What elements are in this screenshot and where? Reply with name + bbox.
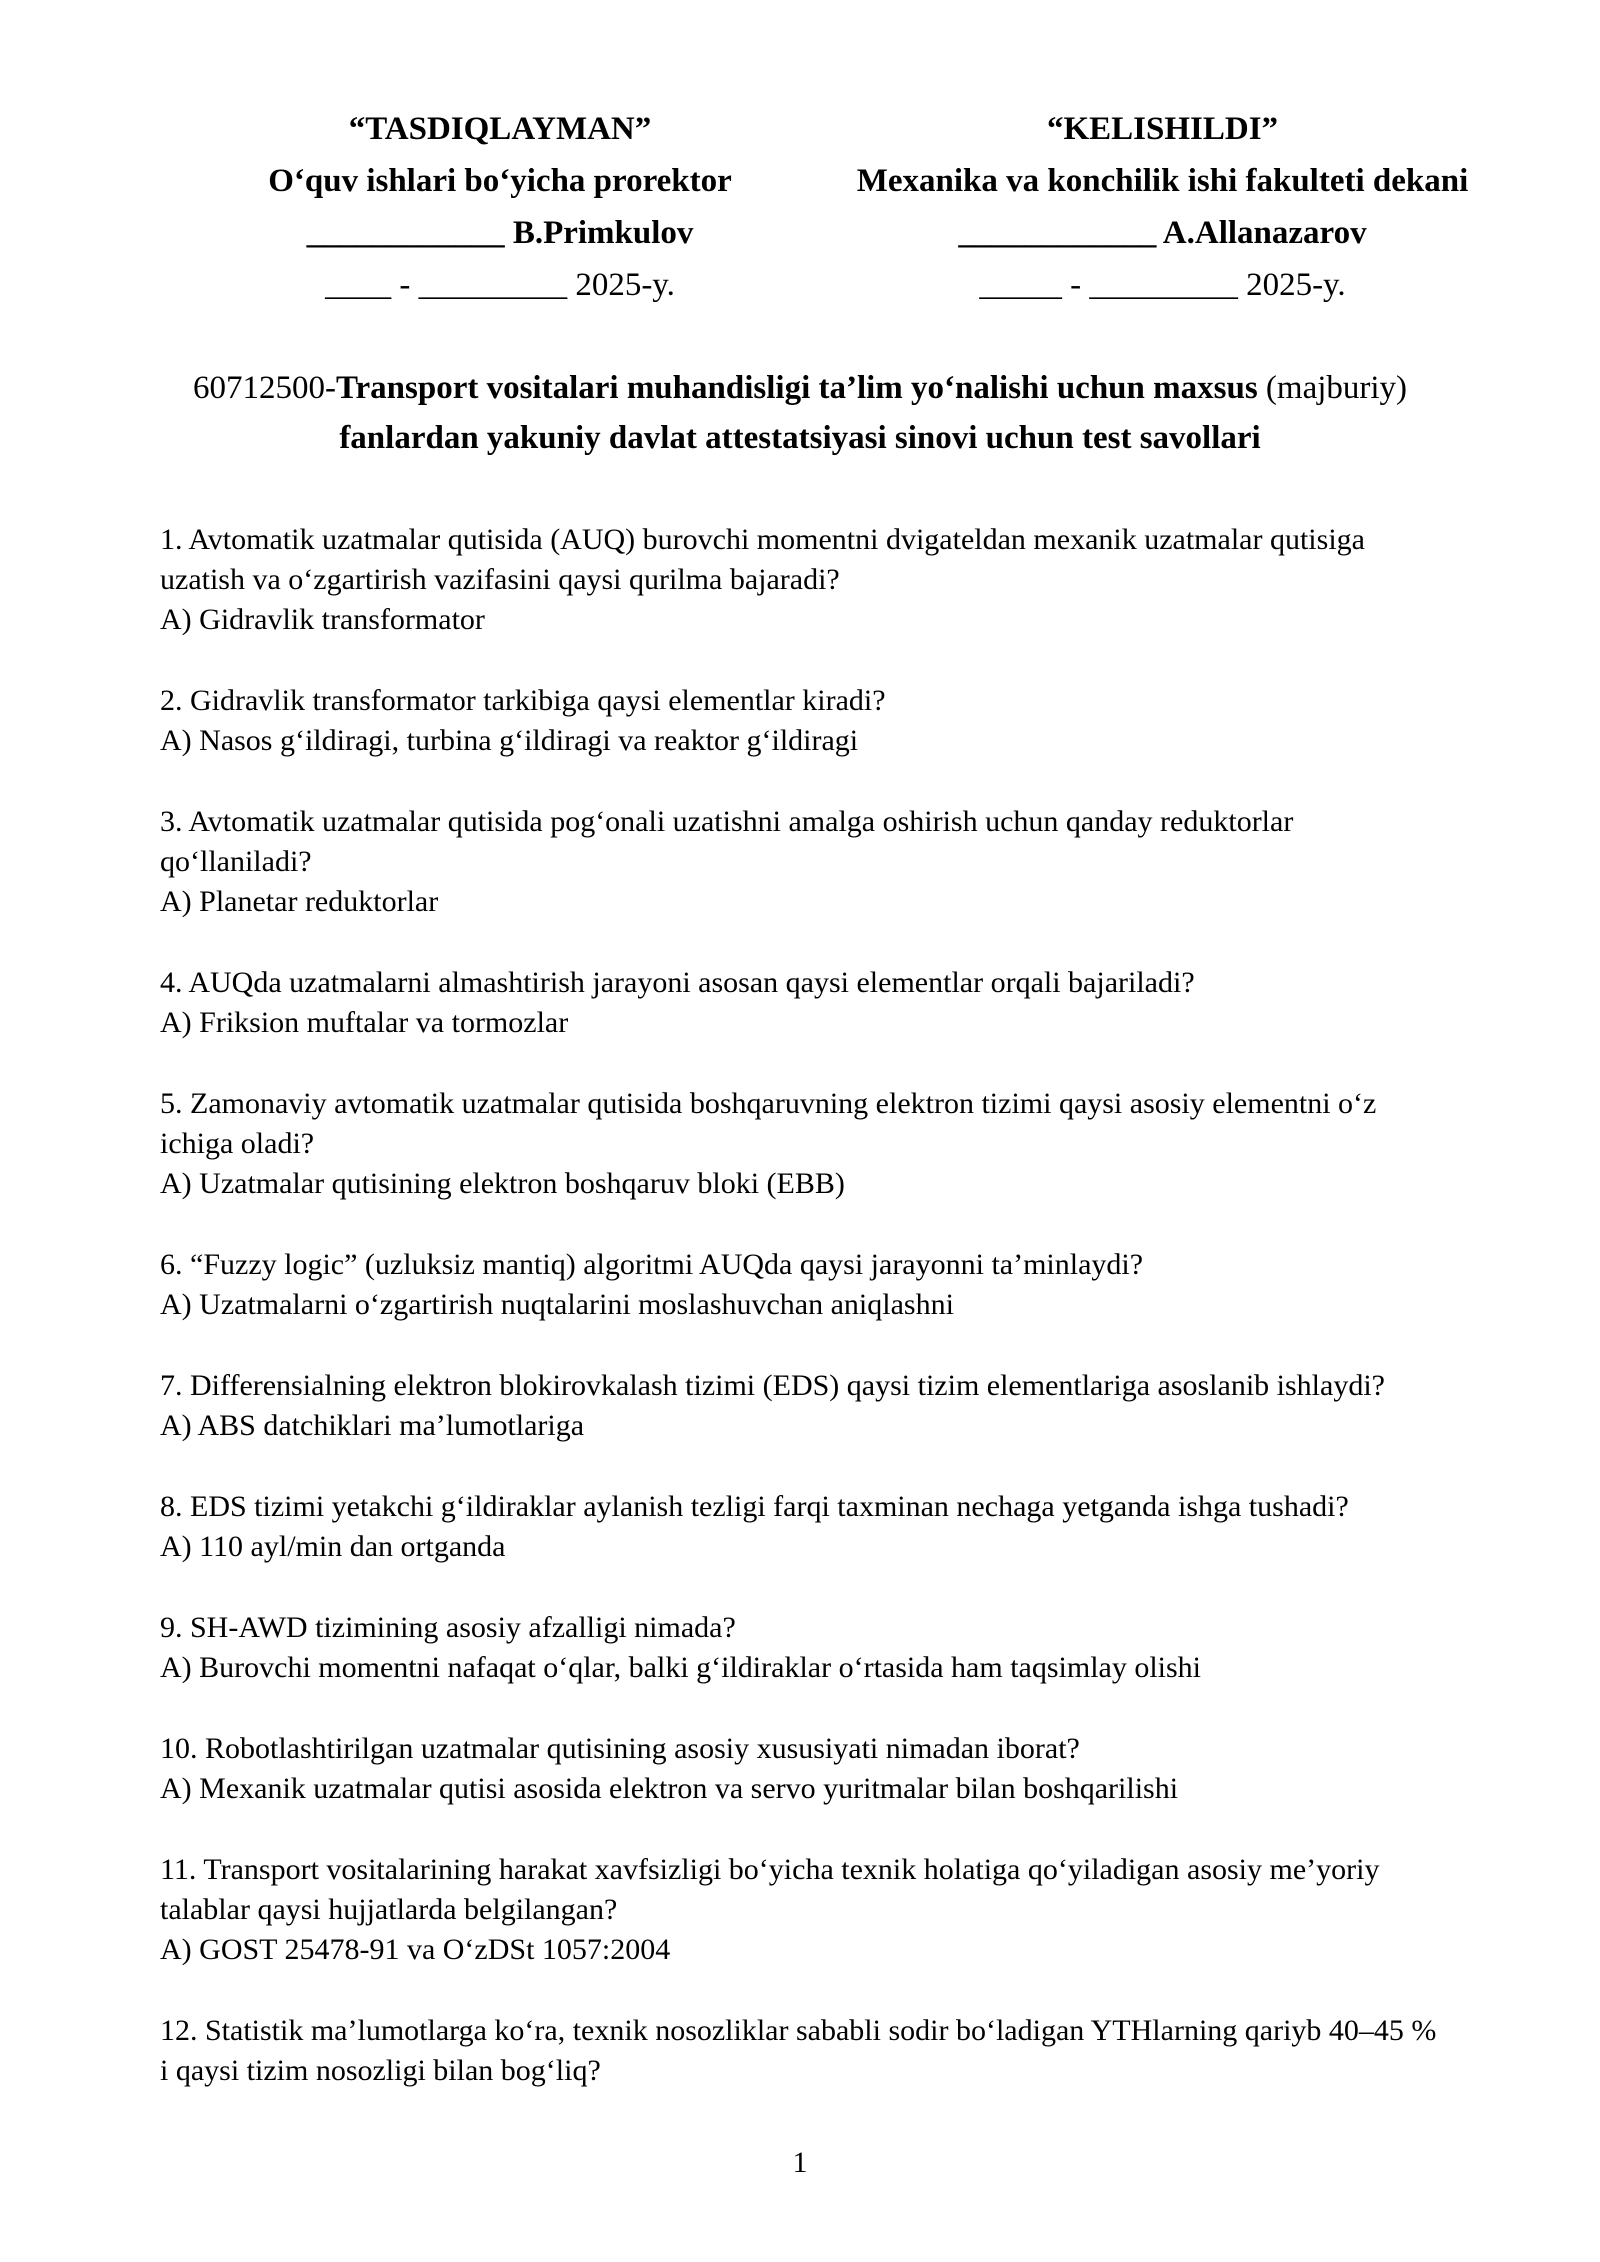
question-text: 5. Zamonaviy avtomatik uzatmalar qutisida boshqaruvning elektron tizimi qaysi asosiy elementni o‘z ichiga oladi? xyxy=(160,1087,1384,1160)
answer-option: A) Burovchi momentni nafaqat o‘qlar, balki g‘ildiraklar o‘rtasida ham taqsimlay olishi xyxy=(160,1651,1202,1684)
title-regular-part: (majburiy) xyxy=(1265,370,1408,406)
answer-option: A) Gidravlik transformator xyxy=(160,603,485,636)
question-block-10 xyxy=(160,1729,1450,1809)
answer-option: A) GOST 25478-91 va O‘zDSt 1057:2004 xyxy=(160,1933,671,1966)
title-code: 60712500- xyxy=(192,370,336,406)
question-block-5 xyxy=(160,1084,1450,1204)
question-text: 12. Statistik ma’lumotlarga ko‘ra, texnik nosozliklar sababli sodir bo‘ladigan YTHlarning qariyb 40–45 % i qaysi tizim nosozligi bilan bog‘liq? xyxy=(160,2014,1444,2087)
question-block-12 xyxy=(160,2011,1450,2091)
question-text: 2. Gidravlik transformator tarkibiga qaysi elementlar kiradi? xyxy=(160,684,886,717)
title-bold-part-2: fanlardan yakuniy davlat attestatsiyasi sinovi uchun test savollari xyxy=(339,420,1261,456)
question-block-2 xyxy=(160,681,1450,761)
question-text: 9. SH-AWD tizimining asosiy afzalligi nimada? xyxy=(160,1611,736,1644)
question-block-1 xyxy=(160,520,1450,640)
approval-left-position: O‘quv ishlari bo‘yicha prorektor xyxy=(268,163,732,199)
title-bold-part-1: Transport vositalari muhandisligi ta’lim yo‘nalishi uchun maxsus xyxy=(335,370,1258,406)
question-block-4 xyxy=(160,963,1450,1043)
question-block-7 xyxy=(160,1366,1450,1446)
approval-left-signature-line: ____________ B.Primkulov xyxy=(306,215,694,251)
answer-option: A) Friksion muftalar va tormozlar xyxy=(160,1006,569,1039)
question-text: 7. Differensialning elektron blokirovkalash tizimi (EDS) qaysi tizim elementlariga asoslanib ishlaydi? xyxy=(160,1369,1385,1402)
question-text: 3. Avtomatik uzatmalar qutisida pog‘onali uzatishni amalga oshirish uchun qanday reduktorlar qo‘llaniladi? xyxy=(160,805,1301,878)
answer-option: A) Uzatmalarni o‘zgartirish nuqtalarini moslashuvchan aniqlashni xyxy=(160,1288,954,1321)
question-text: 4. AUQda uzatmalarni almashtirish jarayoni asosan qaysi elementlar orqali bajariladi? xyxy=(160,966,1195,999)
approval-header xyxy=(0,0,1600,311)
answer-option: A) ABS datchiklari ma’lumotlariga xyxy=(160,1409,585,1442)
question-block-6 xyxy=(160,1245,1450,1325)
answer-option: A) Mexanik uzatmalar qutisi asosida elektron va servo yuritmalar bilan boshqarilishi xyxy=(160,1772,1179,1805)
question-block-11 xyxy=(160,1850,1450,1970)
question-text: 10. Robotlashtirilgan uzatmalar qutisining asosiy xususiyati nimadan iborat? xyxy=(160,1732,1080,1765)
approval-right-signature-line: ____________ A.Allanazarov xyxy=(958,215,1367,251)
question-block-9 xyxy=(160,1608,1450,1688)
approval-block-right xyxy=(830,103,1495,311)
question-text: 6. “Fuzzy logic” (uzluksiz mantiq) algoritmi AUQda qaysi jarayonni ta’minlaydi? xyxy=(160,1248,1144,1281)
answer-option: A) Nasos g‘ildiragi, turbina g‘ildiragi va reaktor g‘ildiragi xyxy=(160,724,859,757)
question-block-3 xyxy=(160,802,1450,922)
question-text: 1. Avtomatik uzatmalar qutisida (AUQ) burovchi momentni dvigateldan mexanik uzatmalar qutisiga uzatish va o‘zgartirish vazifasini qaysi qurilma bajaradi? xyxy=(160,523,1373,596)
question-block-8 xyxy=(160,1487,1450,1567)
approval-right-date-line: _____ - _________ 2025-y. xyxy=(979,267,1346,303)
answer-option: A) Planetar reduktorlar xyxy=(160,885,439,918)
approval-left-heading: “TASDIQLAYMAN” xyxy=(348,111,652,147)
answer-option: A) Uzatmalar qutisining elektron boshqaruv bloki (EBB) xyxy=(160,1167,845,1200)
question-text: 8. EDS tizimi yetakchi g‘ildiraklar aylanish tezligi farqi taxminan nechaga yetganda ishga tushadi? xyxy=(160,1490,1349,1523)
approval-block-left xyxy=(180,103,820,311)
question-list xyxy=(0,463,1600,2091)
approval-left-date-line: ____ - _________ 2025-y. xyxy=(325,267,675,303)
answer-option: A) 110 ayl/min dan ortganda xyxy=(160,1530,506,1563)
document-title xyxy=(0,363,1600,463)
approval-right-position: Mexanika va konchilik ishi fakulteti dekani xyxy=(856,163,1469,199)
question-text: 11. Transport vositalarining harakat xavfsizligi bo‘yicha texnik holatiga qo‘yiladigan asosiy me’yoriy talablar qaysi hujjatlarda belgilangan? xyxy=(160,1853,1387,1926)
approval-right-heading: “KELISHILDI” xyxy=(1046,111,1279,147)
page-number: 1 xyxy=(792,2146,808,2179)
